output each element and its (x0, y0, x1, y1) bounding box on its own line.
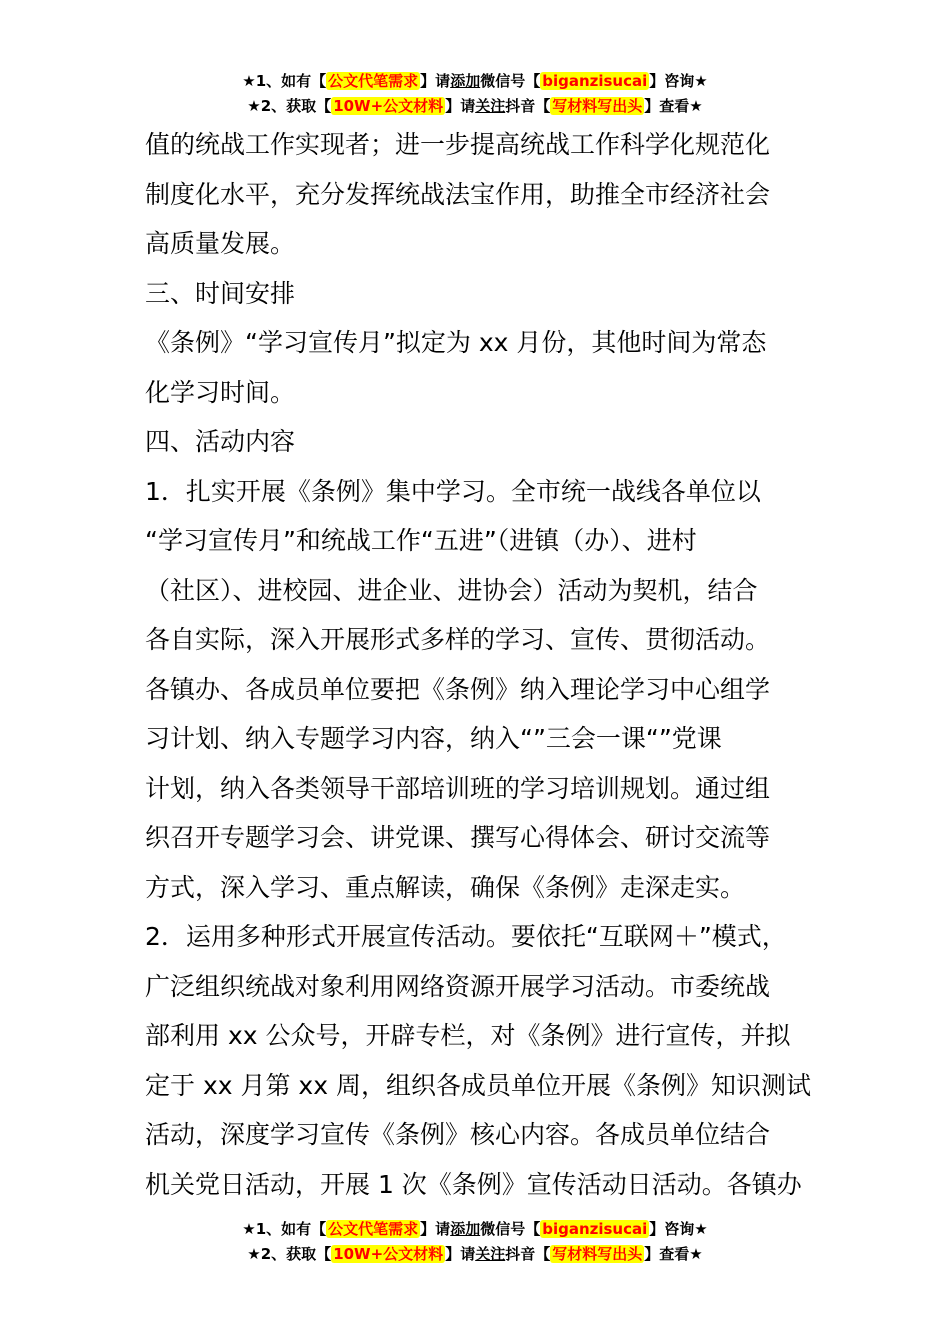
promo-underline-follow: 关注 (475, 1245, 506, 1263)
promo-text: 微信号【 (480, 1220, 541, 1238)
promo-underline-add: 添加 (450, 72, 481, 90)
promo-line-2 (0, 94, 950, 119)
promo-text: ★1、如有【 (242, 72, 327, 90)
promo-highlight-service: 公文代笔需求 (328, 72, 419, 90)
promo-text: 抖音【 (505, 1245, 551, 1263)
promo-text: 】查看★ (644, 1245, 703, 1263)
body-line: 2．运用多种形式开展宣传活动。要依托“互联网＋”模式， (145, 922, 787, 951)
promo-text: ★2、获取【 (247, 1245, 332, 1263)
body-line: 各自实际，深入开展形式多样的学习、宣传、贯彻活动。 (145, 625, 771, 654)
promo-highlight-douyin: 写材料写出头 (552, 1245, 643, 1263)
body-line: 定于 xx 月第 xx 周，组织各成员单位开展《条例》知识测试 (145, 1070, 811, 1100)
header-promo-banner (0, 69, 950, 119)
promo-text: 】查看★ (644, 97, 703, 115)
promo-text: 】请 (420, 1220, 451, 1238)
body-line: “学习宣传月”和统战工作“五进”（进镇（办）、进村 (145, 526, 697, 555)
document-body (145, 120, 815, 1209)
promo-text: ★1、如有【 (242, 1220, 327, 1238)
body-line: 值的统战工作实现者；进一步提高统战工作科学化规范化 (145, 130, 771, 159)
promo-highlight-wechat-id: biganzisucai (542, 1220, 648, 1238)
promo-highlight-service: 公文代笔需求 (328, 1220, 419, 1238)
body-line: 1．扎实开展《条例》集中学习。全市统一战线各单位以 (145, 476, 761, 506)
body-line: 方式，深入学习、重点解读，确保《条例》走深走实。 (145, 872, 746, 902)
body-line: 化学习时间。 (145, 377, 296, 407)
body-line: 各镇办、各成员单位要把《条例》纳入理论学习中心组学 (145, 674, 771, 704)
body-line: 部利用 xx 公众号，开辟专栏，对《条例》进行宣传，并拟 (145, 1021, 791, 1050)
promo-text: 】咨询★ (649, 1220, 708, 1238)
promo-underline-follow: 关注 (475, 97, 506, 115)
promo-underline-add: 添加 (450, 1220, 481, 1238)
promo-highlight-materials: 10W+公文材料 (333, 1245, 444, 1263)
promo-text: 】请 (445, 1245, 476, 1263)
body-line: 制度化水平，充分发挥统战法宝作用，助推全市经济社会 (145, 179, 771, 209)
body-line: 活动，深度学习宣传《条例》核心内容。各成员单位结合 (145, 1120, 771, 1149)
body-line: 计划，纳入各类领导干部培训班的学习培训规划。通过组 (145, 773, 771, 803)
promo-line-2 (0, 1242, 950, 1267)
promo-text: 】请 (445, 97, 476, 115)
promo-line-1 (0, 1217, 950, 1242)
body-line: 习计划、纳入专题学习内容，纳入“”三会一课“”党课 (145, 724, 722, 753)
promo-text: 微信号【 (480, 72, 541, 90)
promo-highlight-materials: 10W+公文材料 (333, 97, 444, 115)
promo-text: 抖音【 (505, 97, 551, 115)
promo-highlight-wechat-id: biganzisucai (542, 72, 648, 90)
body-line: 高质量发展。 (145, 229, 296, 258)
footer-promo-banner (0, 1217, 950, 1267)
section-heading: 三、时间安排 (145, 278, 296, 308)
promo-line-1 (0, 69, 950, 94)
body-line: 广泛组织统战对象利用网络资源开展学习活动。市委统战 (145, 971, 771, 1001)
body-line: （社区）、进校园、进企业、进协会）活动为契机，结合 (145, 575, 758, 605)
promo-highlight-douyin: 写材料写出头 (552, 97, 643, 115)
promo-text: ★2、获取【 (247, 97, 332, 115)
body-line: 《条例》“学习宣传月”拟定为 xx 月份，其他时间为常态 (145, 328, 767, 357)
body-line: 织召开专题学习会、讲党课、撰写心得体会、研讨交流等 (145, 823, 771, 852)
section-heading: 四、活动内容 (145, 427, 296, 456)
promo-text: 】请 (420, 72, 451, 90)
body-line: 机关党日活动，开展 1 次《条例》宣传活动日活动。各镇办 (145, 1169, 802, 1199)
promo-text: 】咨询★ (649, 72, 708, 90)
